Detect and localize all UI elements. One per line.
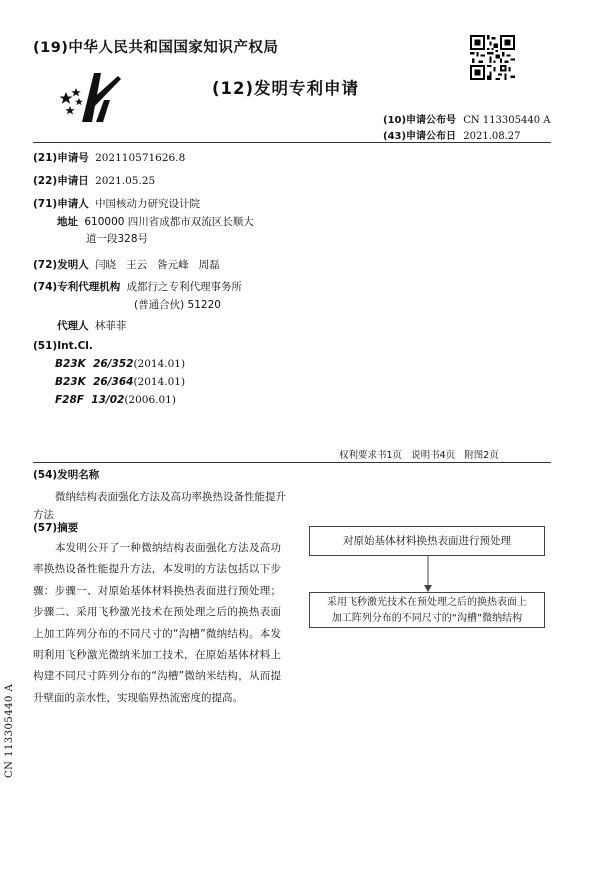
side-publication-number: CN 113305440 A (4, 683, 15, 778)
applicant (33, 196, 200, 211)
flowchart-arrow-icon (423, 556, 433, 592)
ipc-code: B23K 26/364 (55, 376, 134, 388)
flowchart-step-2-line-2: 加工阵列分布的不同尺寸的“沟槽”微纳结构 (331, 613, 523, 624)
application-number-value: 202110571626.8 (95, 152, 186, 164)
flowchart-step-2-line-1: 采用飞秒激光技术在预处理之后的换热表面上 (327, 597, 527, 608)
inventors (33, 257, 220, 272)
address (57, 214, 254, 229)
qr-code-icon (470, 35, 515, 80)
cnipa-emblem-icon (58, 70, 124, 124)
ipc-label-text: (51)Int.Cl. (33, 340, 93, 352)
ipc-version: (2014.01) (133, 376, 186, 388)
agent-value: 林菲菲 (94, 320, 127, 332)
filing-date-label: (22)申请日 (33, 175, 89, 187)
agent-label: 代理人 (57, 320, 89, 332)
header-rule (33, 142, 551, 143)
ipc-version: (2014.01) (133, 358, 186, 370)
patent-agency (33, 279, 242, 294)
publication-number-value: CN 113305440 A (463, 115, 551, 126)
flowchart-step-2 (309, 592, 545, 628)
invention-title-label: (54)发明名称 (33, 469, 100, 481)
inventors-value: 闫晓 王云 昝元峰 周磊 (95, 259, 220, 271)
filing-date (33, 173, 155, 188)
page-count-summary: 权利要求书1页 说明书4页 附图2页 (339, 450, 499, 461)
applicant-label: (71)申请人 (33, 198, 89, 210)
flowchart-step-1: 对原始基体材料换热表面进行预处理 (309, 526, 545, 556)
publication-date (383, 127, 521, 142)
agent (57, 318, 126, 333)
application-number (33, 150, 185, 165)
ipc-version: (2006.01) (124, 394, 176, 406)
inventors-label: (72)发明人 (33, 259, 89, 271)
ipc-label (33, 340, 93, 352)
abstract-text: 本发明公开了一种微纳结构表面强化方法及高功率换热设备性能提升方法，本发明的方法包括以下步骤：步骤一、对原始基体材料换热表面进行预处理；步骤二、采用飞秒激光技术在预处理之后的换热表面上加工阵列分布的不同尺寸的“沟槽”微纳结构。本发明利用飞秒激光微纳米加工技术，在原始基体材料上构建不同尺寸阵列分布的“沟槽”微纳米结构，从而提升壁面的亲水性，实现临界热流密度的提高。 (33, 542, 281, 704)
publication-date-value: 2021.08.27 (463, 131, 521, 142)
patent-agency-label: (74)专利代理机构 (33, 281, 121, 293)
ipc-code: F28F 13/02 (55, 394, 125, 406)
address-label: 地址 (57, 216, 78, 228)
ipc-entry (55, 394, 176, 406)
applicant-value: 中国核动力研究设计院 (95, 198, 201, 210)
publication-date-label: (43)申请公布日 (383, 131, 457, 142)
ipc-entry (55, 376, 185, 388)
patent-agency-name: 成都行之专利代理事务所 (126, 281, 243, 293)
address-line-2: 道一段328号 (86, 233, 149, 245)
address-line-1: 610000 四川省成都市双流区长顺大 (84, 216, 254, 228)
filing-date-value: 2021.05.25 (95, 175, 156, 187)
abstract-label: (57)摘要 (33, 522, 79, 534)
invention-title: 微纳结构表面强化方法及高功率换热设备性能提升方法 (33, 491, 286, 521)
document-type-title: (12)发明专利申请 (212, 79, 360, 98)
meta-rule (33, 462, 551, 463)
ipc-code: B23K 26/352 (55, 358, 134, 370)
ipc-entry (55, 358, 185, 370)
office-name: (19)中华人民共和国国家知识产权局 (33, 40, 279, 56)
publication-number (383, 111, 551, 126)
patent-agency-code: (普通合伙) 51220 (134, 299, 221, 311)
application-number-label: (21)申请号 (33, 152, 89, 164)
publication-number-label: (10)申请公布号 (383, 115, 457, 126)
